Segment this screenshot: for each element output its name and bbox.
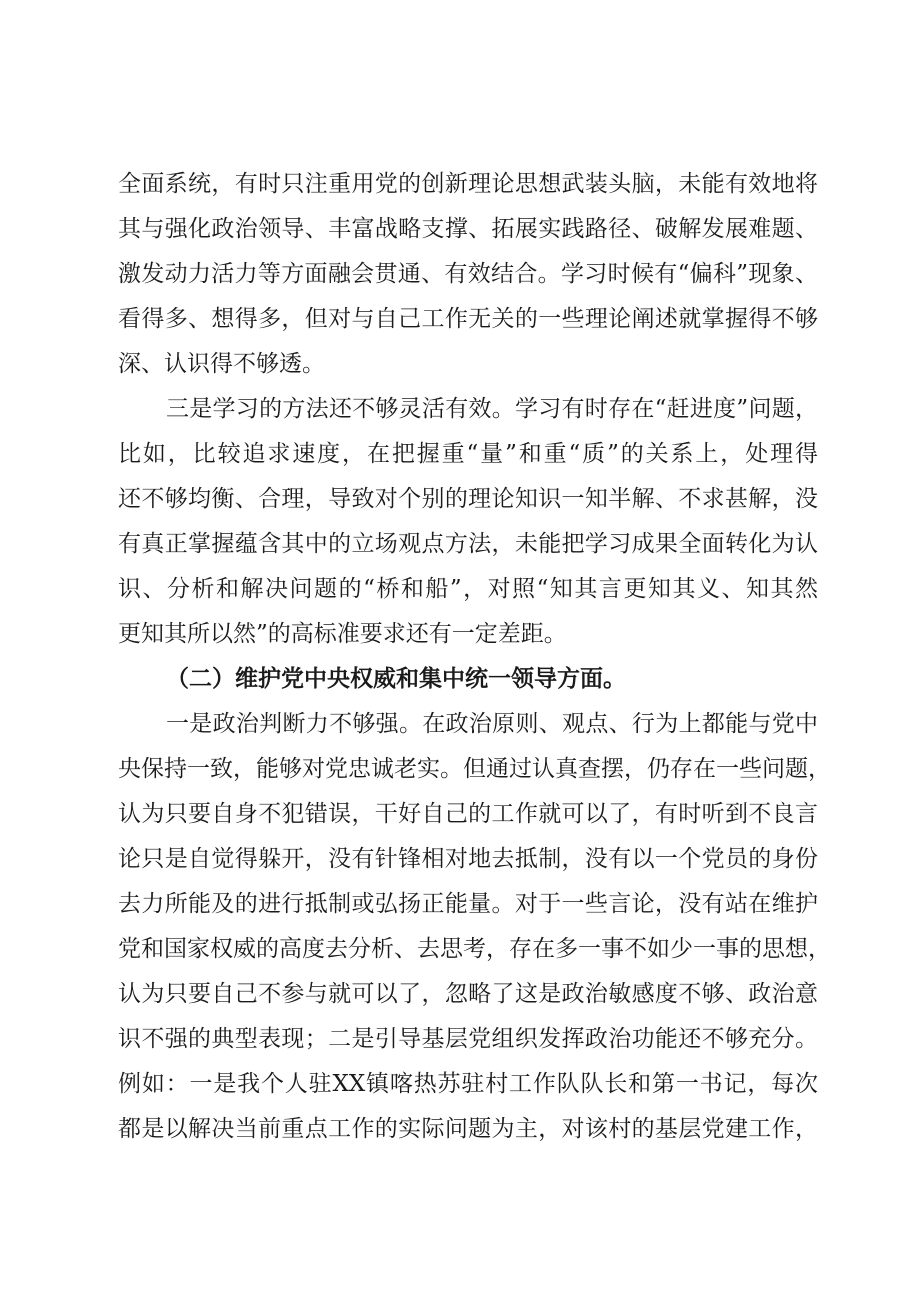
paragraph-line: 识、分析和解决问题的“桥和船”，对照“知其言更知其义、知其然 — [118, 576, 818, 602]
paragraph-line: 论只是自觉得躲开，没有针锋相对地去抵制，没有以一个党员的身份 — [118, 846, 818, 872]
paragraph-line: 都是以解决当前重点工作的实际问题为主，对该村的基层党建工作， — [118, 1116, 818, 1142]
paragraph-line: 识不强的典型表现；二是引导基层党组织发挥政治功能还不够充分。 — [118, 1026, 818, 1052]
paragraph-line: 一是政治判断力不够强。在政治原则、观点、行为上都能与党中 — [166, 711, 818, 737]
paragraph-line: 其与强化政治领导、丰富战略支撑、拓展实践路径、破解发展难题、 — [118, 216, 818, 242]
paragraph-line: 有真正掌握蕴含其中的立场观点方法，未能把学习成果全面转化为认 — [118, 531, 818, 557]
paragraph-line: 认为只要自己不参与就可以了，忽略了这是政治敏感度不够、政治意 — [118, 981, 818, 1007]
paragraph-line: 激发动力活力等方面融会贯通、有效结合。学习时候有“偏科”现象、 — [118, 261, 818, 287]
paragraph-line: 央保持一致，能够对党忠诚老实。但通过认真查摆，仍存在一些问题， — [118, 756, 831, 782]
paragraph-line: 比如，比较追求速度，在把握重“量”和重“质”的关系上，处理得 — [118, 441, 818, 467]
paragraph-line: 认为只要自身不犯错误，干好自己的工作就可以了，有时听到不良言 — [118, 801, 818, 827]
paragraph-line: 看得多、想得多，但对与自己工作无关的一些理论阐述就掌握得不够 — [118, 306, 818, 332]
paragraph-line: 深、认识得不够透。 — [118, 351, 325, 377]
paragraph-line: 还不够均衡、合理，导致对个别的理论知识一知半解、不求甚解，没 — [118, 486, 818, 512]
paragraph-line: 更知其所以然”的高标准要求还有一定差距。 — [118, 621, 567, 647]
paragraph-line: 去力所能及的进行抵制或弘扬正能量。对于一些言论，没有站在维护 — [118, 891, 818, 917]
paragraph-line: 三是学习的方法还不够灵活有效。学习有时存在“赶进度”问题， — [166, 396, 818, 422]
section-heading: （二）维护党中央权威和集中统一领导方面。 — [166, 665, 626, 692]
paragraph-line: 党和国家权威的高度去分析、去思考，存在多一事不如少一事的思想， — [118, 936, 831, 962]
paragraph-line: 全面系统，有时只注重用党的创新理论思想武装头脑，未能有效地将 — [118, 171, 818, 197]
paragraph-line: 例如：一是我个人驻XX镇喀热苏驻村工作队队长和第一书记，每次 — [118, 1071, 818, 1097]
